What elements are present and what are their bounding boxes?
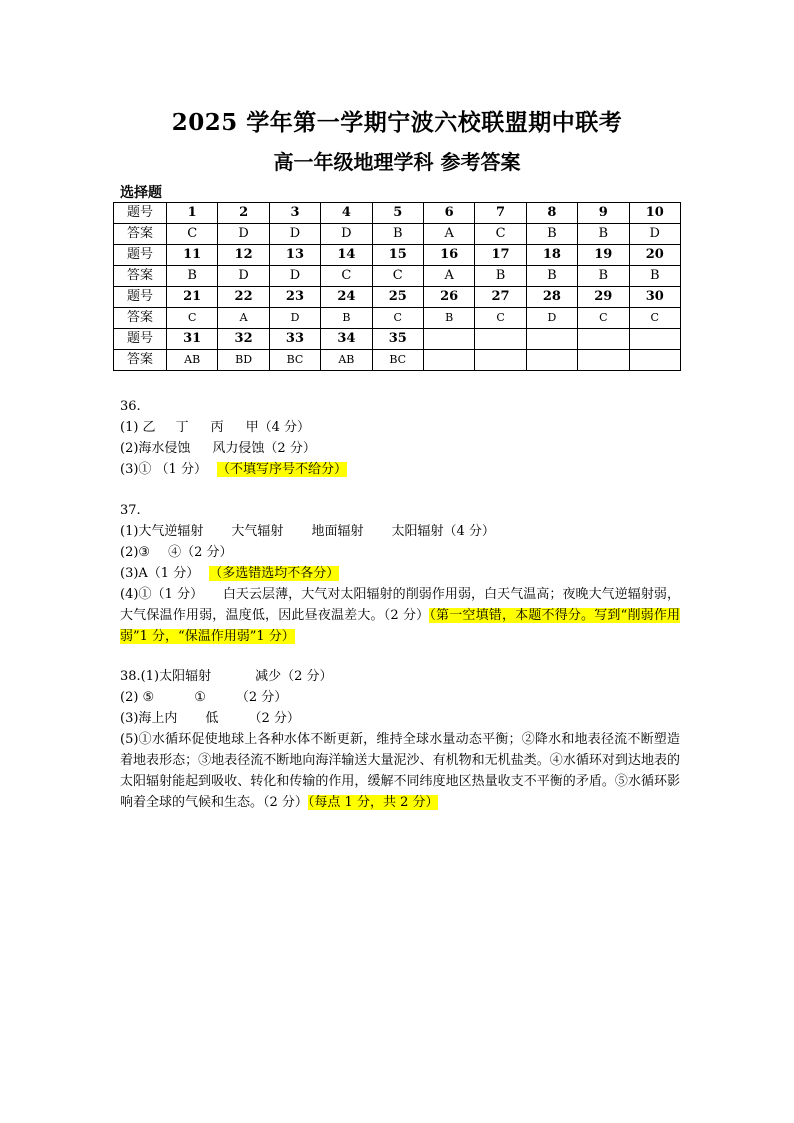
page-title: 2025 学年第一学期宁波六校联盟期中联考: [171, 109, 623, 136]
q36-line3: [120, 459, 680, 480]
answer-cell: C: [629, 308, 680, 329]
question-number-cell: [423, 329, 474, 350]
q38-3-c: （2 分）: [248, 711, 300, 726]
question-number-cell: 34: [321, 329, 372, 350]
question-number-cell: 12: [218, 245, 269, 266]
question-number-cell: 4: [321, 203, 372, 224]
q38-2-a: (2) ⑤: [120, 690, 155, 705]
question-number-cell: 8: [526, 203, 577, 224]
question-number-cell: 22: [218, 287, 269, 308]
answer-cell: B: [629, 266, 680, 287]
question-number-cell: [526, 329, 577, 350]
row-header: 题号: [114, 245, 167, 266]
q37-3-note: （多选错选均不各分）: [209, 566, 340, 581]
answer-cell: C: [372, 308, 423, 329]
q38-line1: [120, 666, 680, 687]
q38-line4: [120, 729, 680, 813]
answer-cell: C: [167, 308, 218, 329]
q37-2-b: ④（2 分）: [168, 545, 233, 560]
question-number-cell: 14: [321, 245, 372, 266]
answer-cell: AB: [167, 350, 218, 371]
row-header: 答案: [114, 350, 167, 371]
question-number-cell: 25: [372, 287, 423, 308]
row-header: 答案: [114, 266, 167, 287]
q36-3-note: （不填写序号不给分）: [216, 462, 347, 477]
q36-1-b: 丁: [175, 420, 189, 435]
answer-cell: [526, 350, 577, 371]
page-subtitle: 高一年级地理学科 参考答案: [273, 150, 521, 174]
question-number-cell: 15: [372, 245, 423, 266]
answer-cell: C: [475, 308, 526, 329]
q36-2-b: 风力侵蚀（2 分）: [212, 441, 316, 456]
q37-line3: [120, 563, 680, 584]
question-number-cell: 18: [526, 245, 577, 266]
answer-cell: D: [218, 224, 269, 245]
table-row-numbers: [114, 203, 681, 224]
question-number-cell: 30: [629, 287, 680, 308]
answer-cell: [629, 350, 680, 371]
question-number-cell: [475, 329, 526, 350]
table-row-numbers: [114, 287, 681, 308]
question-number-cell: 28: [526, 287, 577, 308]
answer-cell: B: [526, 224, 577, 245]
answer-cell: BC: [372, 350, 423, 371]
row-header: 答案: [114, 308, 167, 329]
question-number-cell: 13: [269, 245, 320, 266]
question-number-cell: 31: [167, 329, 218, 350]
answer-cell: D: [269, 308, 320, 329]
q38-2-b: ①: [194, 690, 206, 705]
answer-cell: B: [321, 308, 372, 329]
row-header: 题号: [114, 329, 167, 350]
answer-cell: D: [269, 266, 320, 287]
answer-cell: B: [167, 266, 218, 287]
answer-cell: A: [423, 266, 474, 287]
table-row-answers: [114, 308, 681, 329]
question-number-cell: 26: [423, 287, 474, 308]
q36-line2: [120, 438, 680, 459]
row-header: 题号: [114, 203, 167, 224]
question-number-cell: 11: [167, 245, 218, 266]
answer-cell: AB: [321, 350, 372, 371]
question-number-cell: 35: [372, 329, 423, 350]
q37-2-a: (2)③: [120, 545, 151, 560]
q37-1-a: (1)大气逆辐射: [120, 524, 204, 539]
q36-line1: [120, 417, 680, 438]
answer-cell: B: [423, 308, 474, 329]
answer-cell: BC: [269, 350, 320, 371]
answer-cell: B: [526, 266, 577, 287]
question-number-cell: 27: [475, 287, 526, 308]
answer-cell: [475, 350, 526, 371]
q38-line2: [120, 687, 680, 708]
q38-1-b: 减少（2 分）: [255, 669, 333, 684]
question-number-cell: 5: [372, 203, 423, 224]
answer-cell: D: [321, 224, 372, 245]
question-number-cell: 2: [218, 203, 269, 224]
answer-cell: D: [218, 266, 269, 287]
question-number-cell: 32: [218, 329, 269, 350]
table-row-answers: [114, 350, 681, 371]
answer-cell: B: [372, 224, 423, 245]
answer-cell: B: [475, 266, 526, 287]
q36-1-c: 丙: [210, 420, 224, 435]
answer-cell: D: [629, 224, 680, 245]
q37-line1: [120, 521, 680, 542]
q37-line2: [120, 542, 680, 563]
answer-cell: A: [423, 224, 474, 245]
question-number-cell: [578, 329, 629, 350]
question-number-cell: 3: [269, 203, 320, 224]
q37-line4: [120, 584, 680, 647]
q38-3-b: 低: [205, 711, 219, 726]
q38-2-c: （2 分）: [235, 690, 288, 705]
answer-cell: C: [167, 224, 218, 245]
q37-4-text: (4)①（1 分） 白天云层薄，大气对太阳辐射的削弱作用弱，白天气温高；夜晚大气逆辐射弱，大气保温作用弱，温度低，因此昼夜温差大。（2 分）: [120, 587, 680, 623]
question-number-cell: 20: [629, 245, 680, 266]
section-label-choice: 选择题: [120, 185, 162, 201]
q36-2-a: (2)海水侵蚀: [120, 441, 191, 456]
row-header: 答案: [114, 224, 167, 245]
table-row-numbers: [114, 329, 681, 350]
q38-line3: [120, 708, 680, 729]
q36-1-a: (1) 乙: [120, 420, 156, 435]
answer-cell: C: [372, 266, 423, 287]
question-number-cell: 16: [423, 245, 474, 266]
question-number-cell: 23: [269, 287, 320, 308]
q37-4-note: （第一空填错，本题不得分。写到“削弱作用弱”1 分，“保温作用弱”1 分）: [120, 608, 680, 644]
answer-cell: B: [578, 224, 629, 245]
answer-cell: BD: [218, 350, 269, 371]
q37-number: 37.: [120, 503, 141, 518]
question-number-cell: 7: [475, 203, 526, 224]
q37-3-a: (3)A（1 分）: [120, 566, 200, 581]
answer-table: [113, 202, 681, 371]
answer-cell: C: [475, 224, 526, 245]
question-number-cell: 1: [167, 203, 218, 224]
q38-3-a: (3)海上内: [120, 711, 178, 726]
answer-cell: D: [526, 308, 577, 329]
row-header: 题号: [114, 287, 167, 308]
table-row-numbers: [114, 245, 681, 266]
question-number-cell: 24: [321, 287, 372, 308]
q38-4-text: (5)①水循环促使地球上各种水体不断更新，维持全球水量动态平衡；②降水和地表径流不断塑造着地表形态；③地表径流不断地向海洋输送大量泥沙、有机物和无机盐类。④水循环对到达地表的太阳辐射能起到吸收、转化和传输的作用，缓解不同纬度地区热量收支不平衡的矛盾。⑤水循环影响着全球的气候和生态。（2 分）: [120, 732, 680, 810]
q37-1-d: 太阳辐射（4 分）: [391, 524, 495, 539]
q36-number: 36.: [120, 399, 141, 414]
q36-3-a: (3)① （1 分）: [120, 462, 207, 477]
answer-cell: B: [578, 266, 629, 287]
question-number-cell: 17: [475, 245, 526, 266]
q37-1-c: 地面辐射: [311, 524, 364, 539]
q36-1-d: 甲（4 分）: [245, 420, 310, 435]
table-row-answers: [114, 266, 681, 287]
q38-4-note: （每点 1 分，共 2 分）: [307, 795, 439, 810]
question-number-cell: 33: [269, 329, 320, 350]
table-row-answers: [114, 224, 681, 245]
question-number-cell: 19: [578, 245, 629, 266]
answer-cell: [423, 350, 474, 371]
question-number-cell: 6: [423, 203, 474, 224]
q38-1-a: 38.(1)太阳辐射: [120, 669, 212, 684]
answer-cell: A: [218, 308, 269, 329]
question-number-cell: 21: [167, 287, 218, 308]
answer-cell: [578, 350, 629, 371]
question-number-cell: [629, 329, 680, 350]
q37-1-b: 大气辐射: [231, 524, 284, 539]
answer-cell: C: [578, 308, 629, 329]
answer-cell: D: [269, 224, 320, 245]
question-number-cell: 29: [578, 287, 629, 308]
answer-cell: C: [321, 266, 372, 287]
question-number-cell: 10: [629, 203, 680, 224]
question-number-cell: 9: [578, 203, 629, 224]
